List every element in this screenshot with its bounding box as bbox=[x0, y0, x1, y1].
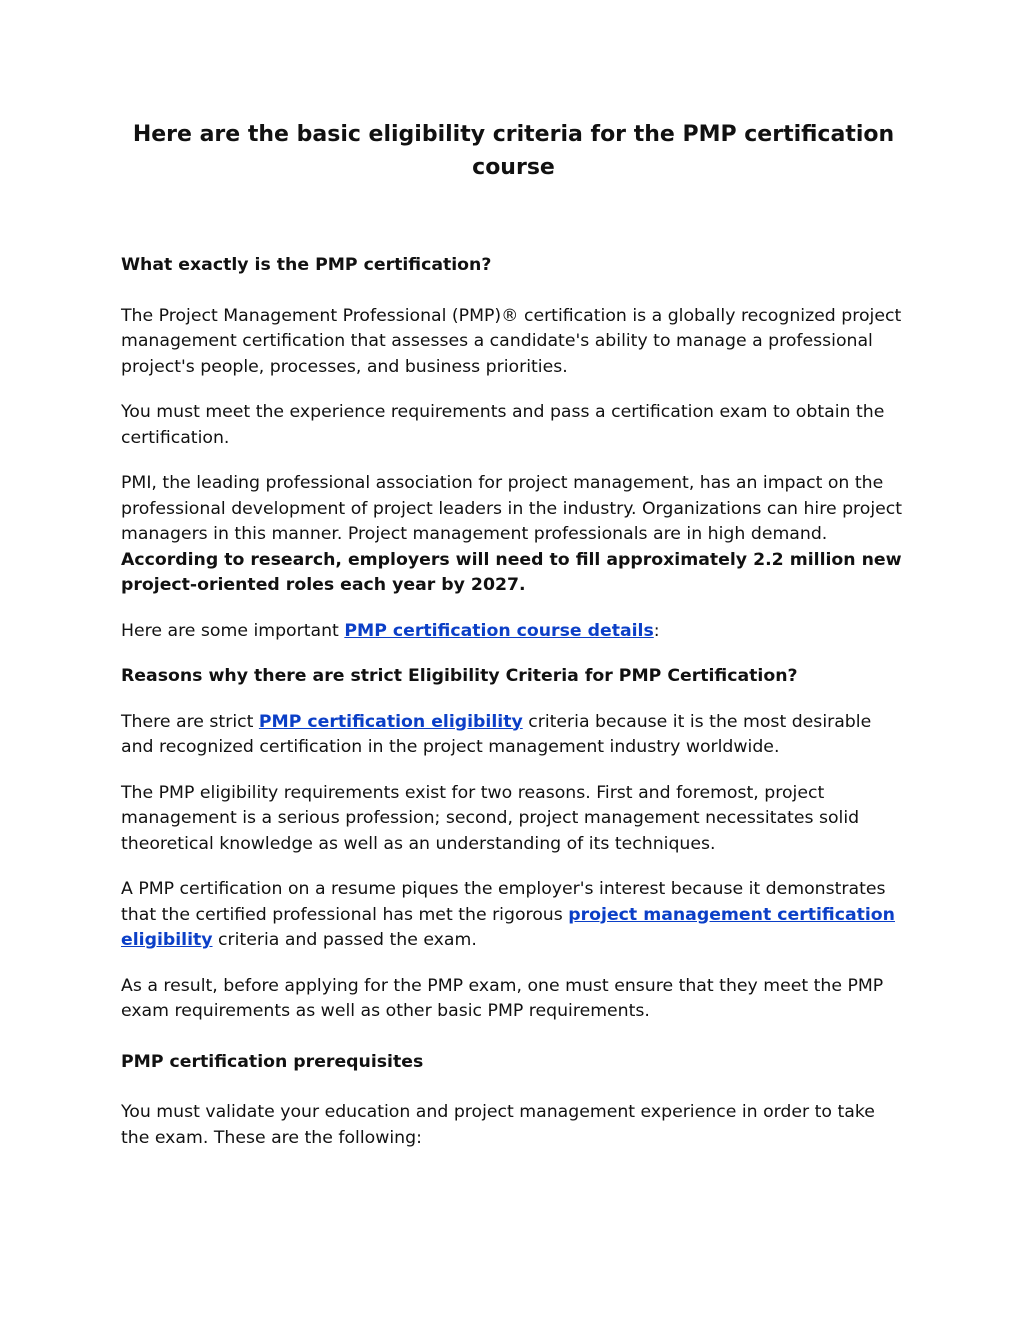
strict-criteria-lead: There are strict bbox=[121, 711, 259, 732]
paragraph-validate: You must validate your education and project management experience in order to take the exam. These are the following: bbox=[121, 1102, 875, 1148]
paragraph-two-reasons: The PMP eligibility requirements exist for two reasons. First and foremost, project management is a serious profession; second, project management necessitates solid theoretical knowledge as well as an understanding of its techniques. bbox=[121, 782, 860, 854]
paragraph-strict-criteria bbox=[121, 710, 906, 761]
paragraph-pmp-definition: The Project Management Professional (PMP)® certification is a globally recognized project management certification that assesses a candidate's ability to manage a professional project's people, processes, and business priorities. bbox=[121, 305, 902, 377]
pm-certification-eligibility-link[interactable]: project management certification eligibility bbox=[121, 904, 895, 950]
pmp-course-details-link[interactable]: PMP certification course details bbox=[344, 620, 654, 641]
course-details-lead: Here are some important bbox=[121, 620, 345, 641]
section-heading-prerequisites: PMP certification prerequisites bbox=[121, 1051, 424, 1072]
paragraph-resume bbox=[121, 877, 906, 954]
paragraph-requirements: You must meet the experience requirements and pass a certification exam to obtain the certification. bbox=[121, 402, 885, 448]
document-body bbox=[121, 253, 906, 1171]
strict-criteria-trail: criteria because it is the most desirable and recognized certification in the project management industry worldwide. bbox=[121, 711, 872, 757]
paragraph-pmi-text: PMI, the leading professional association for project management, has an impact on the professional development of project leaders in the industry. Organizations can hire project managers in this manner. Project management professionals are in high demand. bbox=[121, 473, 903, 544]
paragraph-result: As a result, before applying for the PMP exam, one must ensure that they meet the PMP exam requirements as well as other basic PMP requirements. bbox=[121, 975, 884, 1021]
course-details-trail: : bbox=[653, 620, 660, 641]
page-title: Here are the basic eligibility criteria for the PMP certification course bbox=[132, 122, 895, 180]
section-heading-reasons: Reasons why there are strict Eligibility Criteria for PMP Certification? bbox=[121, 666, 798, 686]
pmp-eligibility-link[interactable]: PMP certification eligibility bbox=[258, 711, 523, 732]
section-heading-what-is-pmp: What exactly is the PMP certification? bbox=[121, 255, 492, 275]
paragraph-pmi-bold: According to research, employers will need to fill approximately 2.2 million new project-oriented roles each year by 2027. bbox=[121, 549, 902, 595]
paragraph-course-details bbox=[121, 619, 906, 645]
resume-trail: criteria and passed the exam. bbox=[212, 930, 477, 950]
resume-lead: A PMP certification on a resume piques the employer's interest because it demonstrates that the certified professional has met the rigorous bbox=[121, 879, 886, 925]
paragraph-pmi bbox=[121, 471, 906, 599]
